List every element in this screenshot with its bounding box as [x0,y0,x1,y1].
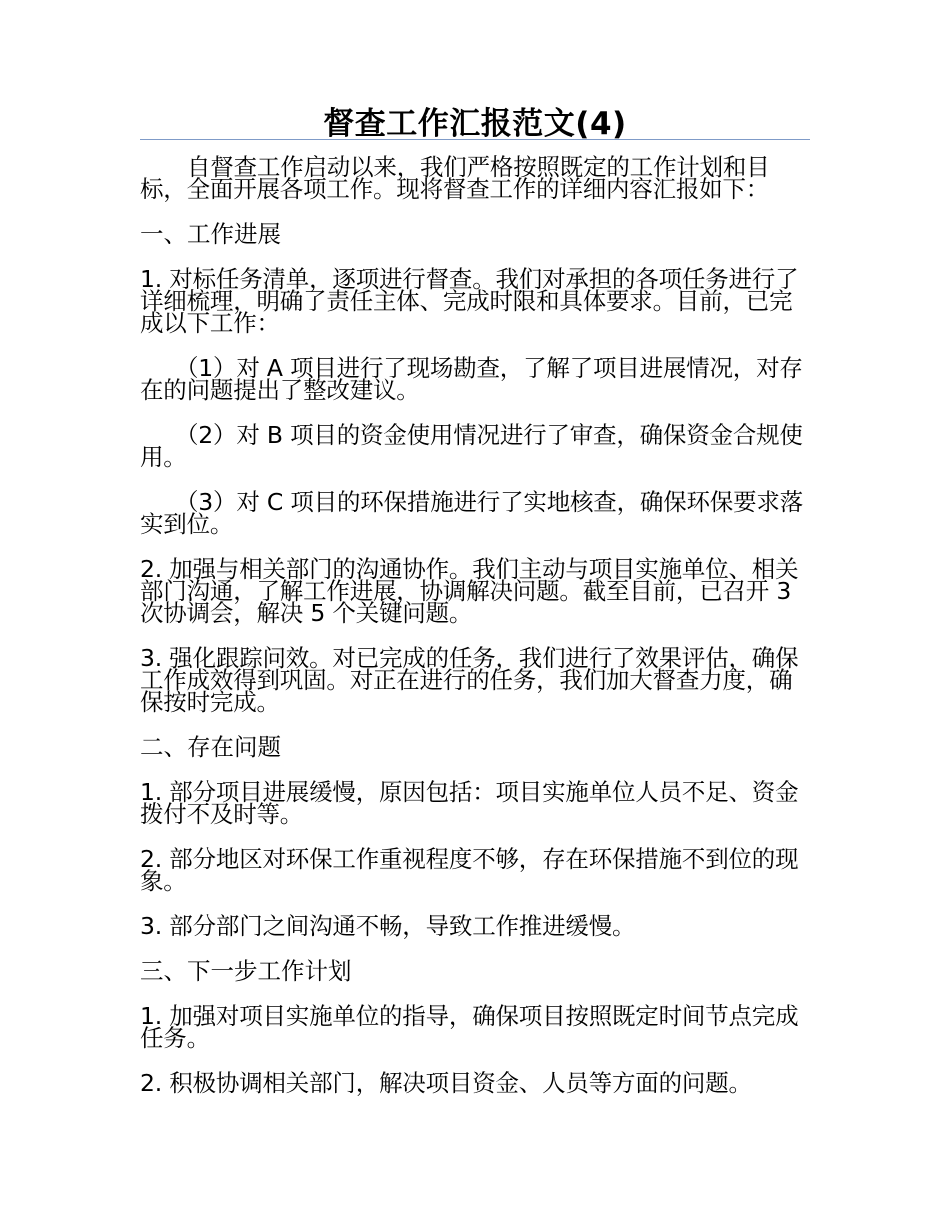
section-heading: 三、下一步工作计划 [140,957,352,985]
document-title: 督查工作汇报范文(4) [323,106,627,142]
paragraph: 1. 加强对项目实施单位的指导，确保项目按照既定时间节点完成任务。 [140,1002,799,1052]
section-heading: 二、存在问题 [140,733,281,761]
paragraph: （3）对 C 项目的环保措施进行了实地核查，确保环保要求落实到位。 [140,488,803,538]
paragraph: 3. 部分部门之间沟通不畅，导致工作推进缓慢。 [140,912,636,940]
paragraph: （1）对 A 项目进行了现场勘查，了解了项目进展情况，对存在的问题提出了整改建议。 [140,354,803,404]
paragraph: 2. 部分地区对环保工作重视程度不够，存在环保措施不到位的现象。 [140,845,799,895]
title-underline [140,139,810,140]
paragraph: 1. 对标任务清单，逐项进行督查。我们对承担的各项任务进行了详细梳理，明确了责任主体、完成时限和具体要求。目前，已完成以下工作： [140,265,799,337]
document-body [140,153,812,1117]
paragraph: 1. 部分项目进展缓慢，原因包括：项目实施单位人员不足、资金拨付不及时等。 [140,778,799,828]
paragraph: 2. 加强与相关部门的沟通协作。我们主动与项目实施单位、相关部门沟通，了解工作进展，协调解决问题。截至目前，已召开 3 次协调会，解决 5 个关键问题。 [140,555,799,627]
paragraph: 3. 强化跟踪问效。对已完成的任务，我们进行了效果评估，确保工作成效得到巩固。对正在进行的任务，我们加大督查力度，确保按时完成。 [140,644,799,716]
intro-paragraph: 自督查工作启动以来，我们严格按照既定的工作计划和目标，全面开展各项工作。现将督查工作的详细内容汇报如下： [140,153,770,203]
paragraph: （2）对 B 项目的资金使用情况进行了审查，确保资金合规使用。 [140,421,803,471]
section-heading: 一、工作进展 [140,220,281,248]
paragraph: 2. 积极协调相关部门，解决项目资金、人员等方面的问题。 [140,1069,752,1097]
